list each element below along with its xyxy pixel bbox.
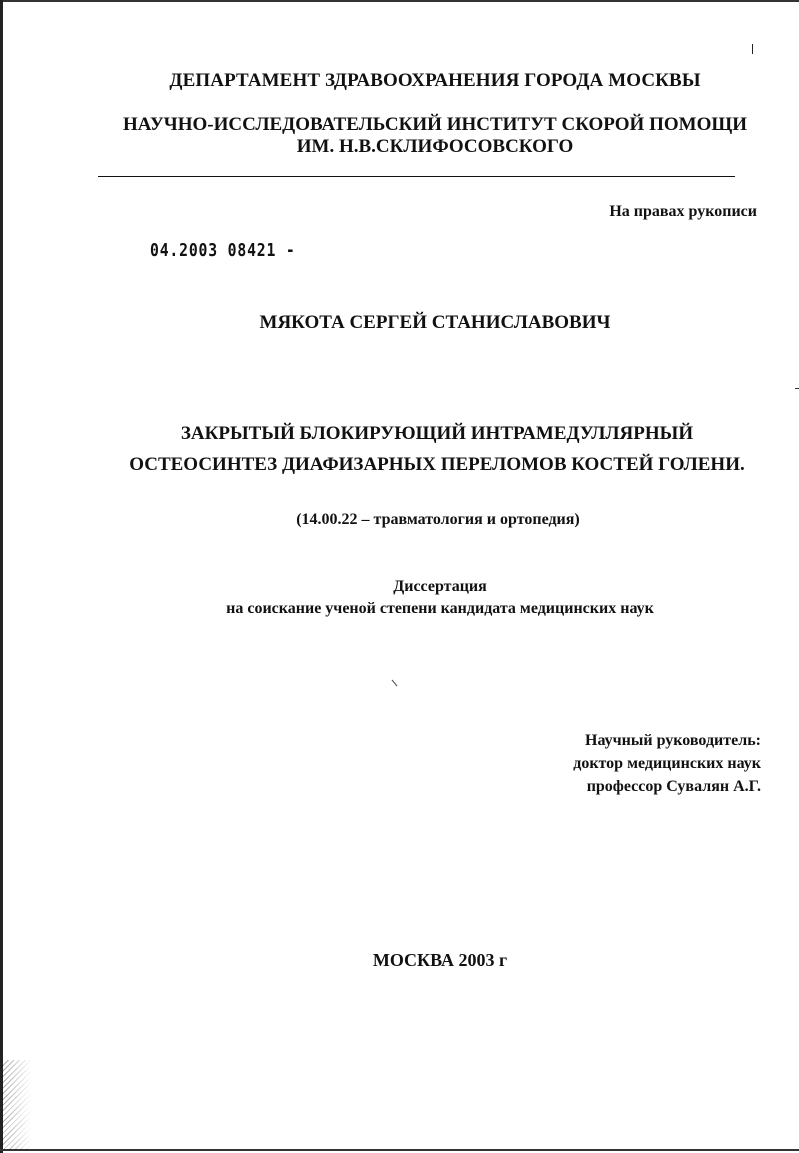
scan-edge-bottom [0, 1149, 799, 1151]
department-heading: ДЕПАРТАМЕНТ ЗДРАВООХРАНЕНИЯ ГОРОДА МОСКВЫ [169, 70, 701, 91]
registration-stamp-number: 04.2003 08421 - [150, 240, 296, 261]
scan-noise [2, 1060, 32, 1150]
document-type: Диссертация [393, 578, 487, 595]
scan-mark [795, 388, 799, 389]
scan-mark [392, 680, 398, 687]
institute-heading: НАУЧНО-ИССЛЕДОВАТЕЛЬСКИЙ ИНСТИТУТ СКОРОЙ ПОМОЩИ [123, 114, 747, 135]
thesis-title-line: ЗАКРЫТЫЙ БЛОКИРУЮЩИЙ ИНТРАМЕДУЛЛЯРНЫЙ [180, 423, 694, 444]
thesis-title-line: ОСТЕОСИНТЕЗ ДИАФИЗАРНЫХ ПЕРЕЛОМОВ КОСТЕЙ ГОЛЕНИ. [129, 454, 745, 475]
header-divider [98, 176, 735, 177]
supervisor-degree: доктор медицинских наук [573, 755, 761, 772]
scan-mark [752, 44, 753, 54]
rights-note: На правах рукописи [609, 203, 757, 220]
supervisor-name: профессор Сувалян А.Г. [586, 778, 761, 795]
specialty-code: (14.00.22 – травматология и ортопедия) [296, 511, 580, 528]
institute-heading-name: ИМ. Н.В.СКЛИФОСОВСКОГО [296, 136, 574, 157]
supervisor-label: Научный руководитель: [585, 732, 761, 749]
degree-description: на соискание ученой степени кандидата медицинских наук [226, 600, 654, 617]
city-year: МОСКВА 2003 г [372, 950, 508, 970]
scan-edge-left [0, 0, 3, 1153]
author-name: МЯКОТА СЕРГЕЙ СТАНИСЛАВОВИЧ [259, 312, 611, 333]
scan-edge-top [0, 0, 799, 2]
